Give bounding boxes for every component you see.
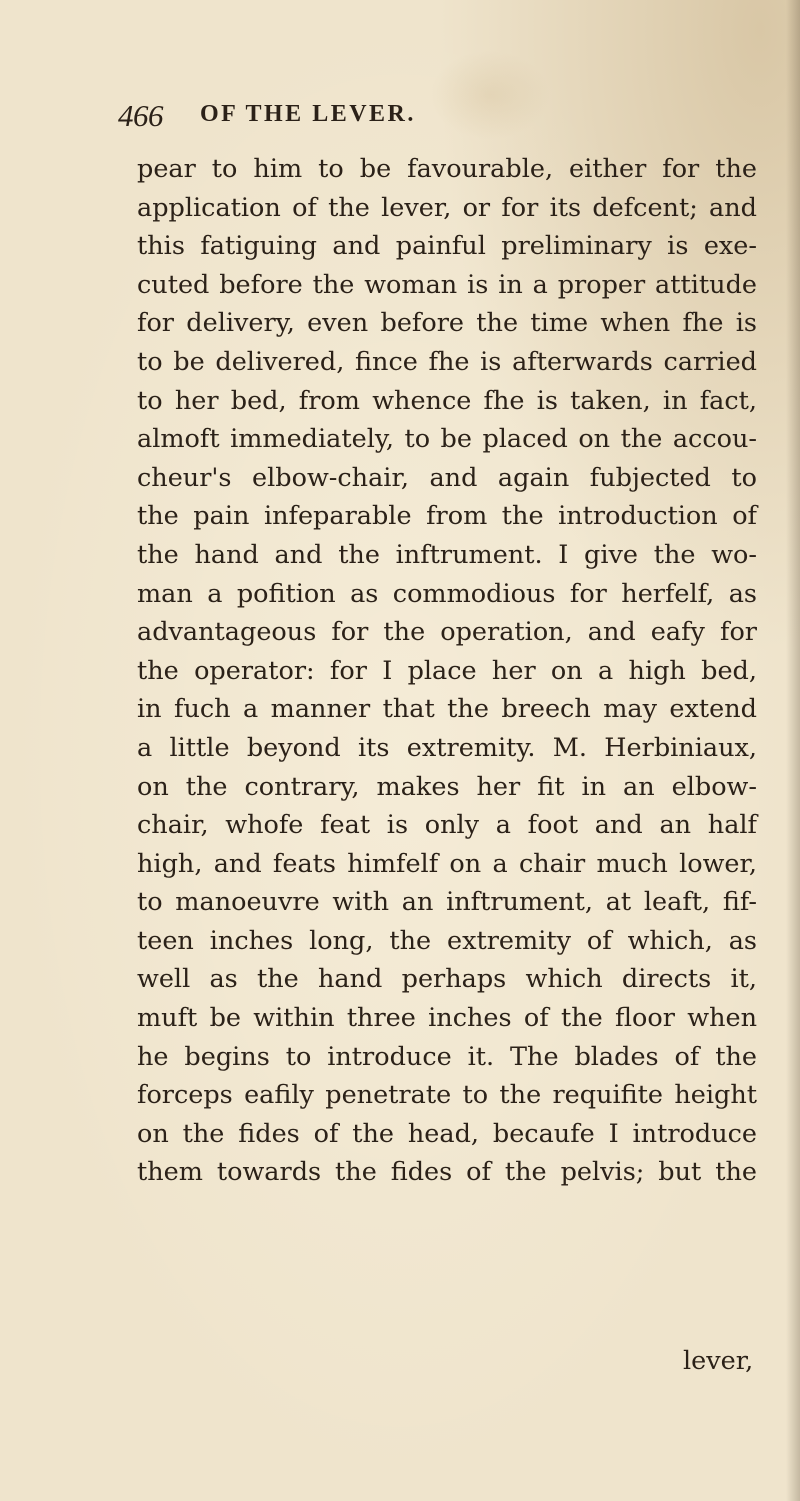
text-line: advantageous for the operation, and eafy for: [137, 617, 757, 648]
text-line: almoft immediately, to be placed on the accou-: [137, 424, 757, 455]
text-line: forceps eafily penetrate to the requifite height: [137, 1080, 757, 1111]
page-number: 466: [118, 98, 163, 133]
text-line: man a pofition as commodious for herfelf, as: [137, 578, 757, 609]
text-line: application of the lever, or for its defcent; and: [137, 192, 757, 223]
text-line: chair, whofe feat is only a foot and an half: [137, 810, 757, 841]
text-line: muft be within three inches of the floor when: [137, 1003, 757, 1034]
page-header: [118, 98, 678, 142]
text-line: he begins to introduce it. The blades of the: [137, 1041, 757, 1072]
text-line: high, and feats himfelf on a chair much lower,: [137, 848, 757, 879]
text-line: them towards the fides of the pelvis; but the: [137, 1157, 757, 1188]
text-line: teen inches long, the extremity of which, as: [137, 925, 757, 956]
text-line: to manoeuvre with an inftrument, at leaft, fif-: [137, 887, 757, 918]
running-head: OF THE LEVER.: [200, 101, 416, 127]
text-line: the hand and the inftrument. I give the wo-: [137, 539, 757, 570]
body-text: [137, 150, 757, 1192]
text-line: for delivery, even before the time when fhe is: [137, 308, 757, 339]
text-line: pear to him to be favourable, either for the: [137, 154, 757, 184]
text-line: well as the hand perhaps which directs it,: [137, 964, 757, 995]
text-line: on the fides of the head, becaufe I introduce: [137, 1118, 757, 1149]
text-line: in fuch a manner that the breech may extend: [137, 694, 757, 725]
page-edge-shadow: [786, 0, 800, 1501]
text-line: this fatiguing and painful preliminary is exe-: [137, 231, 757, 262]
text-line: the pain infeparable from the introduction of: [137, 501, 757, 532]
text-line: the operator: for I place her on a high bed,: [137, 655, 757, 686]
text-line: to be delivered, fince fhe is afterwards carried: [137, 346, 757, 377]
text-line: cheur's elbow-chair, and again fubjected to: [137, 462, 757, 493]
text-line: cuted before the woman is in a proper attitude: [137, 269, 757, 300]
text-line: on the contrary, makes her fit in an elbow-: [137, 771, 757, 802]
text-line: to her bed, from whence fhe is taken, in fact,: [137, 385, 757, 416]
catchword: lever,: [683, 1346, 754, 1376]
text-line: a little beyond its extremity. M. Herbiniaux,: [137, 732, 757, 763]
